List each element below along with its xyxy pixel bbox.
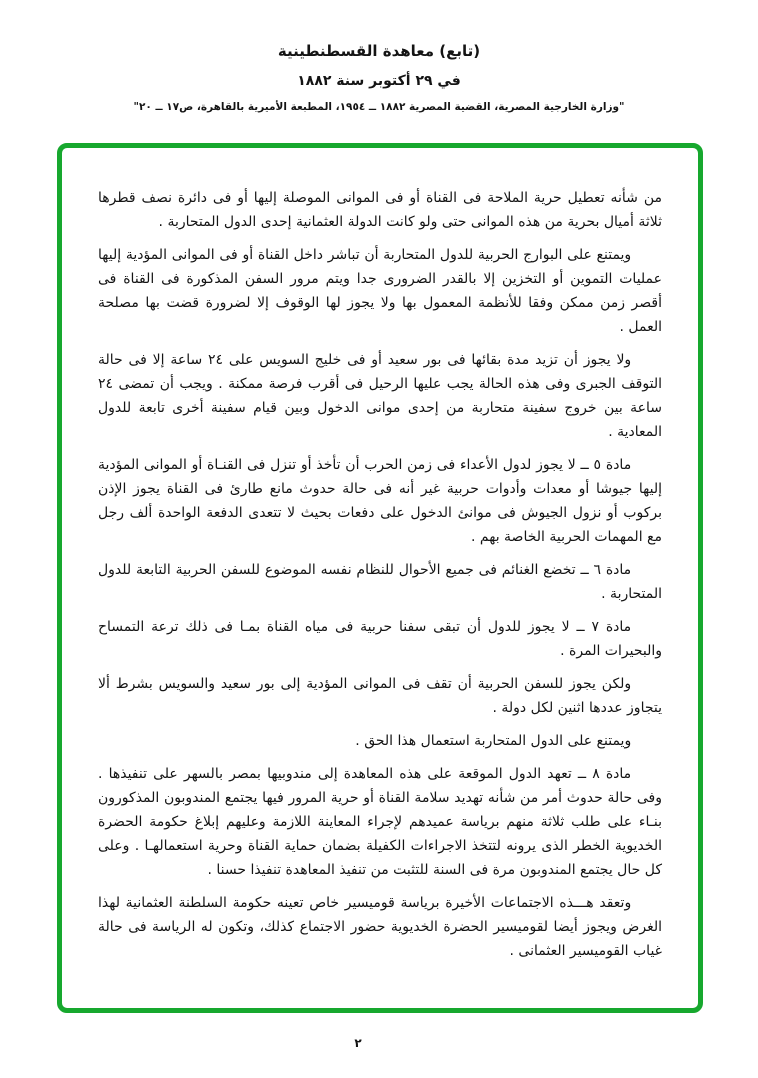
treaty-paragraph-article-6: مادة ٦ ــ تخضع الغنائم فى جميع الأحوال للنظام نفسه الموضوع للسفن الحربية التابعة للدول المتحاربة . [98, 562, 662, 602]
treaty-body-text [62, 148, 698, 992]
page-number: ٢ [354, 1036, 362, 1050]
treaty-paragraph: وتعقد هـــذه الاجتماعات الأخيرة برياسة قوميسير خاص تعينه حكومة السلطنة العثمانية لهذا الغرض ويجوز أيضا لقوميسير الحضرة الخديوية حضور الاجتماع كذلك، وتكون له الرياسة فى حالة غياب القوميسير العثمانى . [98, 895, 662, 959]
treaty-paragraph-article-7: مادة ٧ ــ لا يجوز للدول أن تبقى سفنا حربية فى مياه القناة بمـا فى ذلك ترعة التمساح والبحيرات المرة . [98, 619, 662, 659]
page-title: (تابع) معاهدة القسطنطينية [277, 42, 481, 60]
highlight-frame [57, 143, 703, 1013]
document-header [0, 42, 758, 113]
source-citation: "وزارة الخارجية المصرية، القضية المصرية ١٨٨٢ ــ ١٩٥٤، المطبعة الأميرية بالقاهرة، ص١٧ ــ ٢٠" [133, 101, 625, 113]
treaty-paragraph: ولكن يجوز للسفن الحربية أن تقف فى الموانى المؤدية إلى بور سعيد والسويس بشرط ألا يتجاوز عددها اثنين لكل دولة . [98, 676, 662, 716]
treaty-paragraph: ولا يجوز أن تزيد مدة بقائها فى بور سعيد أو فى خليج السويس على ٢٤ ساعة إلا فى حالة التوقف الجبرى وفى هذه الحالة يجب عليها الرحيل فى أقرب فرصة ممكنة . ويجب أن تمضى ٢٤ ساعة بين خروج سفينة متحاربة من إحدى موانى الدخول وبين قيام سفينة أخرى تابعة للدول المعادية . [98, 352, 662, 440]
treaty-paragraph: ويمتنع على البوارج الحربية للدول المتحاربة أن تباشر داخل القناة أو فى الموانى المؤدية إليها عمليات التموين أو التخزين إلا بالقدر الضرورى جدا ويتم مرور السفن المذكورة فى القناة فى أقصر زمن ممكن وفقا للأنظمة المعمول بها ولا يجوز لها الوقوف إلا لضرورة قضت بها مصلحة العمل . [98, 247, 662, 335]
treaty-paragraph: ويمتنع على الدول المتحاربة استعمال هذا الحق . [355, 733, 632, 749]
date-line: في ٢٩ أكتوبر سنة ١٨٨٢ [297, 73, 461, 89]
treaty-paragraph-article-8: مادة ٨ ــ تعهد الدول الموقعة على هذه المعاهدة إلى مندوبيها بمصر بالسهر على تنفيذها . وفى حالة حدوث أمر من شأنه تهديد سلامة القناة أو حرية المرور فيها يجتمع المندوبون المذكورون بنـاء على طلب ثلاثة منهم برياسة عميدهم لإجراء المعاينة اللازمة وعليهم إبلاغ حكومة الحضرة الخديوية الخطر الذى يرونه لتتخذ الاجراءات الكفيلة بضمان حماية القناة وحرية استعمالهـا . وعلى كل حال يجتمع المندوبون مرة فى السنة للتثبت من تنفيذ المعاهدة تنفيذا حسنا . [98, 766, 662, 878]
treaty-paragraph-article-5: مادة ٥ ــ لا يجوز لدول الأعداء فى زمن الحرب أن تأخذ أو تنزل فى القنـاة أو الموانى المؤدية إليها جيوشا أو معدات وأدوات حربية غير أنه فى حالة حدوث مانع طارئ فى القناة يجوز الإذن بركوب أو نزول الجيوش فى موانئ الدخول على دفعات بحيث لا تتعدى الدفعة الواحدة ألف رجل مع المهمات الحربية الخاصة بهم . [98, 457, 662, 545]
treaty-paragraph: من شأنه تعطيل حرية الملاحة فى القناة أو فى الموانى الموصلة إليها أو فى دائرة نصف قطرها ثلاثة أميال بحرية من هذه الموانى حتى ولو كانت الدولة العثمانية إحدى الدول المتحاربة . [98, 190, 662, 230]
